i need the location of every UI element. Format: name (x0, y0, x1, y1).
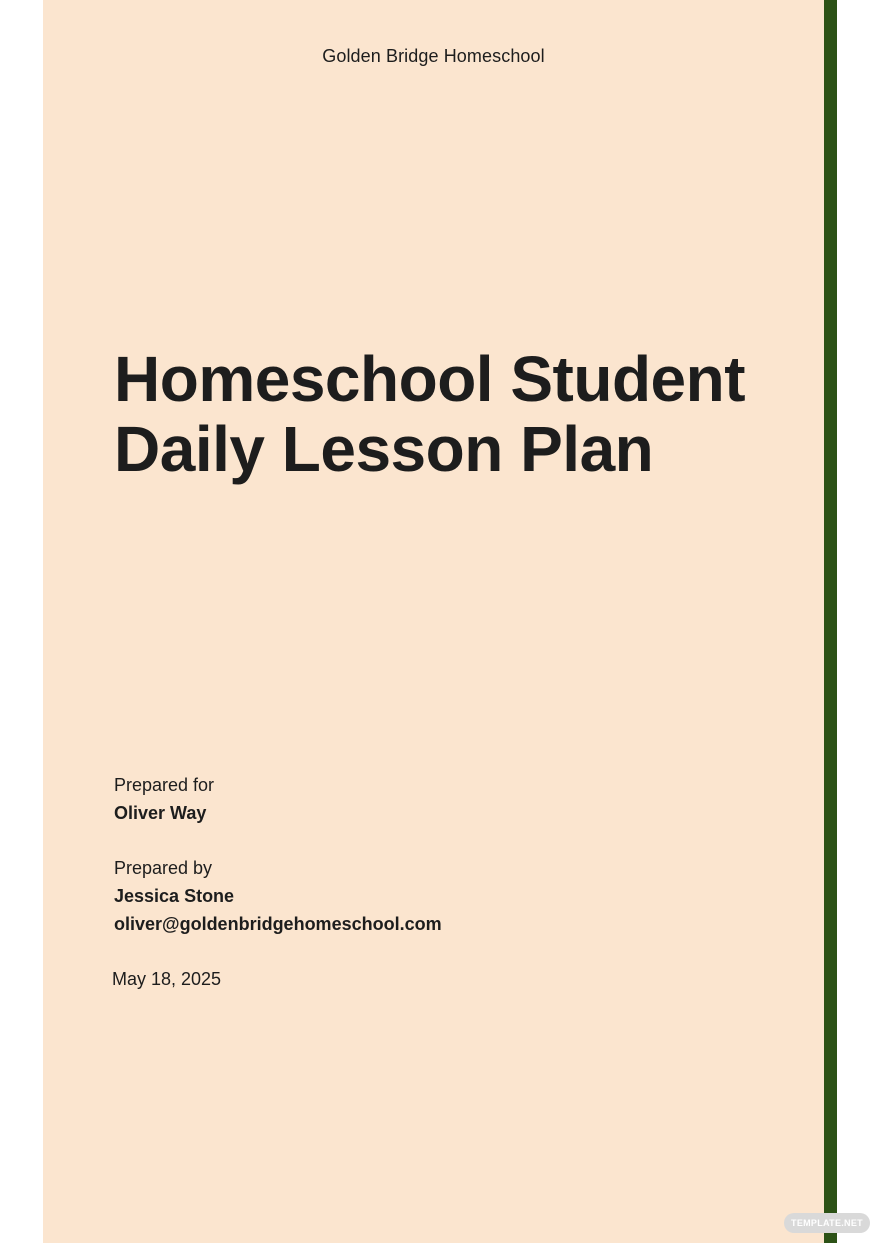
prepared-for-name: Oliver Way (114, 803, 207, 823)
document-title-line-2: Daily Lesson Plan (114, 413, 654, 485)
document-date: May 18, 2025 (112, 969, 222, 989)
document-title (114, 344, 794, 484)
document-title-line-1: Homeschool Student (114, 343, 746, 415)
prepared-for-label: Prepared for (114, 775, 215, 795)
template-watermark-badge: TEMPLATE.NET (784, 1213, 870, 1233)
organization-name: Golden Bridge Homeschool (322, 46, 545, 66)
prepared-by-label: Prepared by (114, 858, 213, 878)
document-page (43, 0, 824, 1243)
prepared-by-email: oliver@goldenbridgehomeschool.com (114, 914, 442, 934)
prepared-by-name: Jessica Stone (114, 886, 235, 906)
accent-side-bar (824, 0, 837, 1243)
